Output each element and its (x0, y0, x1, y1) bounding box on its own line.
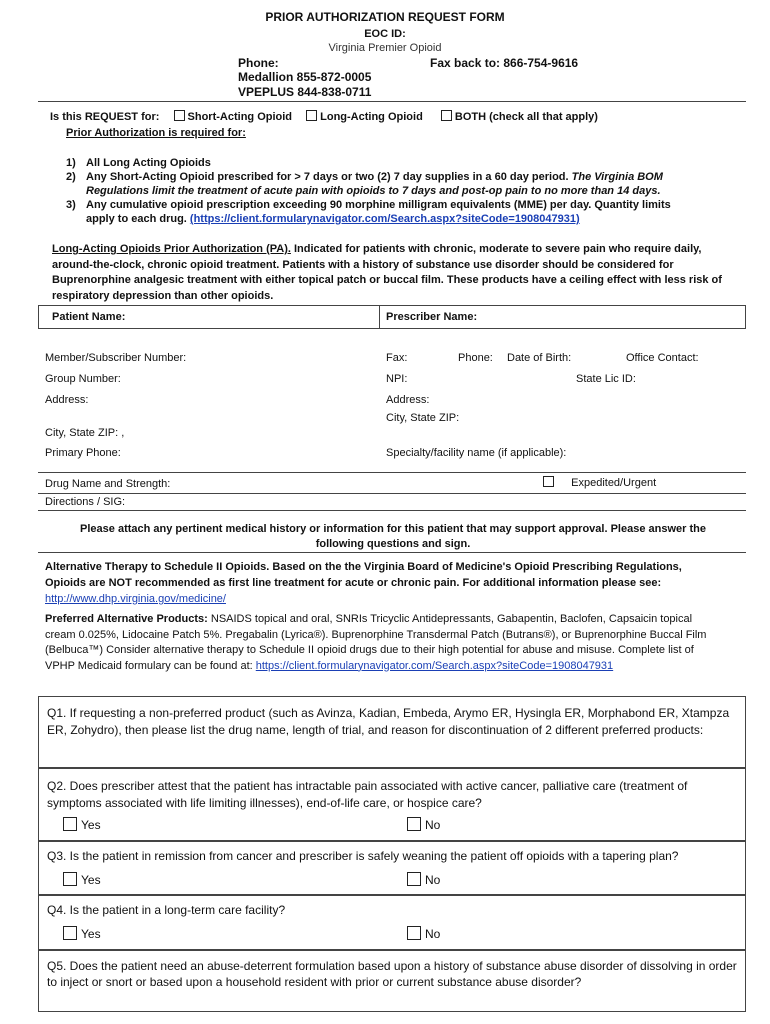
dhp-link[interactable]: http://www.dhp.virginia.gov/medicine/ (45, 593, 226, 605)
alternative-therapy-paragraph: Alternative Therapy to Schedule II Opioids. Based on the the Virginia Board of Medicine's Opioid Prescribing Regulations, Opioids are NOT recommended as first line treatment for acute or chronic pain. For additional information please see: http://www.dhp.virginia.gov/medicine/ (45, 561, 682, 605)
requirements-list (52, 156, 702, 226)
q3-yes-option: Yes (63, 872, 101, 887)
expedited-row (543, 476, 656, 489)
q2-no-option: No (407, 817, 440, 832)
date-of-birth-label: Date of Birth: (507, 352, 572, 364)
specialty-label: Specialty/facility name (if applicable): (386, 447, 567, 459)
pa-required-heading: Prior Authorization is required for: (66, 127, 246, 139)
group-number-label: Group Number: (45, 373, 121, 385)
patient-name-label: Patient Name: (52, 311, 126, 323)
expedited-label: Expedited/Urgent (571, 477, 657, 489)
prescriber-phone-label: Phone: (458, 352, 493, 364)
prescriber-name-label: Prescriber Name: (386, 311, 478, 323)
info-box-top (38, 305, 746, 306)
q4-no-checkbox[interactable] (407, 926, 421, 940)
short-acting-label: Short-Acting Opioid (187, 111, 293, 123)
question-5-box (38, 950, 746, 1012)
drug-name-label: Drug Name and Strength: (45, 478, 171, 490)
request-type-label: Is this REQUEST for: (50, 111, 160, 123)
question-4-text: Q4. Is the patient in a long-term care facility? (47, 903, 286, 917)
prescriber-address-label: Address: (386, 394, 430, 406)
q3-yes-checkbox[interactable] (63, 872, 77, 886)
both-checkbox[interactable] (441, 110, 452, 121)
long-acting-heading: Long-Acting Opioids Prior Authorization (PA). (52, 243, 291, 255)
patient-address-label: Address: (45, 394, 89, 406)
question-2-text: Q2. Does prescriber attest that the patient has intractable pain associated with active cancer, palliative care (treatment of symptoms associated with life limiting illnesses), end-of-life care, or hospice care? (47, 779, 688, 810)
patient-city-label: City, State ZIP: , (45, 427, 125, 439)
q2-no-checkbox[interactable] (407, 817, 421, 831)
member-number-label: Member/Subscriber Number: (45, 352, 187, 364)
prescriber-city-label: City, State ZIP: (386, 412, 460, 424)
info-box-header-bottom (38, 328, 746, 329)
header-divider (38, 101, 746, 102)
question-3-text: Q3. Is the patient in remission from cancer and prescriber is safely weaning the patient off opioids with a tapering plan? (47, 849, 679, 863)
q3-no-checkbox[interactable] (407, 872, 421, 886)
formulary-link[interactable]: (https://client.formularynavigator.com/Search.aspx?siteCode=1908047931) (189, 213, 580, 225)
requirement-item: 1) All Long Acting Opioids (66, 157, 211, 169)
q4-yes-checkbox[interactable] (63, 926, 77, 940)
medallion-phone: Medallion 855-872-0005 (238, 70, 372, 84)
npi-label: NPI: (386, 373, 408, 385)
state-lic-label: State Lic ID: (576, 373, 636, 385)
prescriber-fax-label: Fax: (386, 352, 408, 364)
eoc-id-label: EOC ID: (364, 28, 406, 40)
preferred-products-paragraph: Preferred Alternative Products: NSAIDS topical and oral, SNRIs Tricyclic Antidepressants, Gabapentin, Baclofen, Capsaicin topical cream 0.025%, Lidocaine Patch 5%. Pregabalin (Lyrica®). Buprenorphine Transdermal Patch (Butrans®), or Buprenorphine Buccal Film (Belbuca™) Consider alternative therapy to Schedule II opioid drugs due to their high potential for abuse and misuse. Complete list of VPHP Medicaid formulary can be found at: https://client.formularynavigator.com/Search.aspx?siteCode=1908047931 (45, 613, 707, 672)
q4-no-option: No (407, 926, 440, 941)
fax-back-label: Fax back to: 866-754-9616 (430, 56, 579, 70)
attach-notice: Please attach any pertinent medical history or information for this patient that may support approval. Please answer the following questions and sign. (80, 523, 706, 550)
form-title: PRIOR AUTHORIZATION REQUEST FORM (265, 10, 505, 24)
q4-yes-option: Yes (63, 926, 101, 941)
q2-yes-option: Yes (63, 817, 101, 832)
both-label: BOTH (check all that apply) (454, 111, 598, 123)
vpeplus-phone: VPEPLUS 844-838-0711 (238, 85, 372, 99)
long-acting-label: Long-Acting Opioid (320, 111, 423, 123)
short-acting-checkbox[interactable] (174, 110, 185, 121)
question-2-box (38, 768, 746, 841)
question-1-box (38, 696, 746, 768)
requirement-item: 2) Any Short-Acting Opioid prescribed for > 7 days or two (2) 7 day supplies in a 60 day period. The Virginia BOM Regulations limit the treatment of acute pain with opioids to 7 days and post-op pain to no more than 14 days. (66, 171, 663, 197)
preferred-heading: Preferred Alternative Products: (45, 613, 208, 625)
long-acting-paragraph: Long-Acting Opioids Prior Authorization (PA). Indicated for patients with chronic, moderate to severe pain who require daily, around-the-clock, chronic opioid treatment. Patients with a history of substance use disorder should be considered for Buprenorphine analgesic treatment with either topical patch or buccal film. These products have a ceiling effect with less risk of respiratory depression than other opioids. (52, 243, 722, 302)
long-acting-checkbox[interactable] (306, 110, 317, 121)
office-contact-label: Office Contact: (626, 352, 699, 364)
form-subtitle: Virginia Premier Opioid (328, 42, 442, 54)
question-4-box (38, 895, 746, 950)
q2-yes-checkbox[interactable] (63, 817, 77, 831)
phone-label: Phone: (238, 56, 279, 70)
directions-label: Directions / SIG: (45, 496, 126, 508)
vphp-formulary-link[interactable]: https://client.formularynavigator.com/Search.aspx?siteCode=1908047931 (255, 659, 614, 672)
question-3-box (38, 841, 746, 895)
expedited-checkbox[interactable] (543, 476, 554, 487)
question-5-text: Q5. Does the patient need an abuse-deterrent formulation based upon a history of substance abuse disorder of dissolving in order to inject or snort or based upon a household resident with prior or current substance abuse disorder? (47, 959, 737, 989)
q3-no-option: No (407, 872, 440, 887)
requirement-item: 3) Any cumulative opioid prescription exceeding 90 morphine milligram equivalents (MME) per day. Quantity limits apply to each drug. (https://client.formularynavigator.com/Search.aspx?siteCode=1908047931) (66, 199, 671, 225)
request-type-row (50, 110, 598, 123)
question-1-text: Q1. If requesting a non-preferred product (such as Avinza, Kadian, Embeda, Arymo ER, Hysingla ER, Morphabond ER, Xtampza ER, Zohydro), then please list the drug name, length of trial, and reason for discontinuation of 2 different preferred products: (47, 706, 730, 737)
primary-phone-label: Primary Phone: (45, 447, 121, 459)
